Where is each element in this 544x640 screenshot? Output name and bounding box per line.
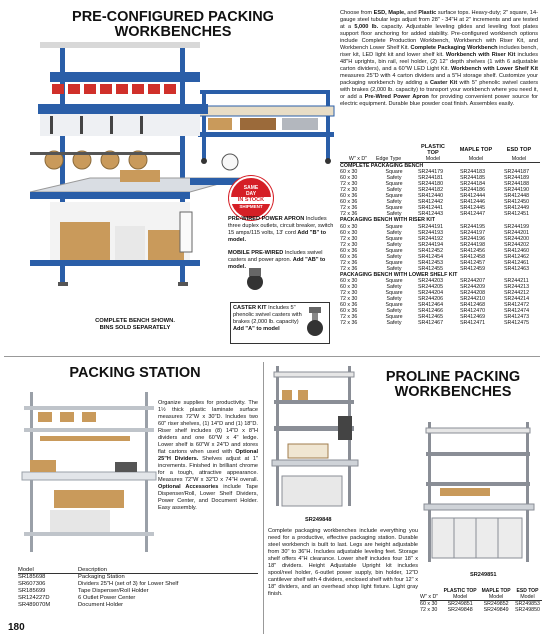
proline-col-dim: W" x D" (420, 594, 439, 600)
col-model-esd: Model (511, 156, 527, 162)
text-run: Add "AB" to model. (228, 257, 326, 270)
table-cell: SR412446 (460, 199, 486, 206)
table-cell: 60 x 36 (340, 247, 358, 254)
table-cell: PACKAGING BENCH WITH LOWER SHELF KIT (340, 271, 458, 278)
text-run: Includes 5" phenolic swivel casters with brakes (2,000 lb. capacity) (233, 305, 302, 325)
table-cell: SR412459 (460, 265, 486, 272)
table-cell: Safety (386, 175, 402, 182)
table-cell: SR244198 (460, 241, 486, 248)
table-cell: SR412471 (460, 320, 486, 327)
table-cell: SR412467 (418, 320, 444, 327)
table-cell: 72 x 30 (340, 296, 358, 303)
table-cell: Dividers 25"H (set of 3) for Lower Shelf (78, 581, 179, 588)
text-run: includes 48"H uprights, bin rail, reel holder, (2) 12" depth shelves (1 with 6 adjustable carton dividers), and a 60"W LED Light Kit. (340, 52, 538, 72)
table-cell: SR244197 (460, 229, 486, 236)
proline-label-b: SR249851 (470, 572, 497, 578)
badge-line-3: IN STOCK (231, 197, 271, 204)
table-cell: Square (385, 314, 403, 321)
table-cell: SR185698 (18, 574, 46, 581)
packing-station-image (20, 392, 158, 557)
table-cell: Safety (386, 187, 402, 194)
caster-icon (303, 307, 327, 337)
proline-plastic-header: PLASTIC TOP (443, 588, 477, 594)
page-title-preconfigured (8, 10, 338, 39)
table-cell: SR412448 (504, 193, 530, 200)
table-cell: 72 x 30 (340, 235, 358, 242)
table-cell: SR124227D (18, 595, 50, 602)
table-cell: 60 x 30 (420, 601, 438, 608)
table-cell: Square (385, 302, 403, 309)
table-cell: SR244201 (504, 229, 530, 236)
packing-station-table (18, 567, 258, 609)
table-cell: PACKAGING BENCH WITH RISER KIT (340, 217, 435, 224)
caption-line-2: BINS SOLD SEPARATELY (99, 325, 171, 331)
table-cell: Safety (386, 296, 402, 303)
caption-line-1: COMPLETE BENCH SHOWN. (95, 318, 175, 324)
same-day-shipment-badge (229, 176, 273, 220)
table-cell: SR244185 (460, 175, 486, 182)
badge-line-1: SAME (243, 185, 259, 191)
text-run: Includes three duplex outlets, circuit breaker, switch 15 amps/115 volts, 13' cord (228, 216, 334, 236)
table-cell: SR244190 (504, 187, 530, 194)
proline-col-model-esd: Model (520, 594, 535, 600)
proline-workbench-image-b (420, 422, 538, 572)
caster-kit-box (230, 302, 330, 344)
text-run: with 5" phenolic swivel casters with brakes (2,000 lb. capacity) to transport your workbench where you need it, or add a (340, 80, 538, 100)
table-cell: 72 x 36 (340, 259, 358, 266)
table-cell: Safety (386, 283, 402, 290)
proline-maple-header: MAPLE TOP (481, 588, 511, 594)
table-cell: Square (385, 247, 403, 254)
table-cell: Safety (386, 308, 402, 315)
table-row (420, 607, 542, 613)
table-cell: SR412461 (504, 259, 530, 266)
table-cell: 72 x 30 (340, 181, 358, 188)
table-cell: SR412453 (418, 259, 444, 266)
table-cell: Safety (386, 253, 402, 260)
table-cell: SR244213 (504, 283, 530, 290)
table-cell: 72 x 30 (340, 290, 358, 297)
table-cell: SR244204 (418, 290, 444, 297)
table-cell: SR244209 (460, 283, 486, 290)
table-cell: SR249850 (514, 607, 540, 614)
table-cell: SR412463 (504, 265, 530, 272)
station-col-model: Model (18, 567, 34, 573)
plastic-top-header (412, 144, 454, 156)
text-run: Complete Packaging Workbench (410, 45, 498, 51)
table-cell: 60 x 30 (340, 223, 358, 230)
table-cell: SR412462 (504, 253, 530, 260)
table-cell: Square (385, 290, 403, 297)
text-run: Optional 25"H Dividers. (158, 449, 258, 462)
table-cell: SR412441 (418, 205, 444, 212)
table-cell: SR244186 (460, 187, 486, 194)
table-cell: SR244196 (460, 235, 486, 242)
power-apron-text (228, 216, 336, 244)
table-row (340, 320, 540, 326)
table-cell: SR244208 (460, 290, 486, 297)
table-row (18, 602, 258, 609)
table-cell: SR412450 (504, 199, 530, 206)
table-cell: SR244212 (504, 290, 530, 297)
table-cell: SR244211 (504, 277, 529, 284)
table-cell: SR244202 (504, 241, 530, 248)
table-cell: 72 x 30 (340, 241, 358, 248)
table-cell: SR489070M (18, 602, 51, 609)
table-cell: SR244179 (418, 169, 444, 176)
table-cell: SR412458 (460, 253, 486, 260)
table-cell: SR412449 (504, 205, 530, 212)
plastic-head: PLASTIC (421, 144, 445, 150)
text-run: Caster Kit (430, 80, 458, 86)
table-cell: SR607306 (18, 581, 46, 588)
text-run: measures 25"D with 4 carton dividers and a 5"H storage shelf. Customize your packaging workbench by adding a (340, 73, 538, 86)
text-run: Add "B" to model. (228, 230, 326, 243)
proline-col-model-plastic: Model (452, 594, 468, 600)
text-run: Workbench with Lower Shelf Kit (450, 66, 538, 72)
maple-top-header: MAPLE TOP (459, 147, 493, 153)
packing-station-title: PACKING STATION (69, 365, 201, 381)
table-cell: SR185699 (18, 588, 46, 595)
text-run: for providing convenient power source for electric equipment. Durable blue powder coat finish. Assembles easily. (340, 94, 538, 107)
table-cell: SR412452 (418, 247, 444, 254)
table-cell: SR412443 (418, 211, 444, 218)
col-model-plastic: Model (425, 156, 441, 162)
table-cell: 60 x 36 (340, 253, 358, 260)
table-cell: 60 x 30 (340, 175, 358, 182)
text-run: ESD, Maple, (373, 10, 406, 16)
table-cell: SR412447 (460, 211, 486, 218)
table-cell: SR244188 (504, 181, 530, 188)
table-row (18, 595, 258, 602)
text-run: Add "A" to model (233, 326, 280, 332)
section-divider (4, 356, 540, 357)
table-row (18, 574, 258, 582)
text-run: Workbench with Riser Kit (445, 52, 516, 58)
table-cell: SR249849 (483, 607, 509, 614)
table-cell: 72 x 36 (340, 211, 358, 218)
col-dim: W" x D" (348, 156, 368, 162)
table-cell: SR249852 (483, 601, 509, 608)
table-cell: SR412454 (418, 253, 444, 260)
table-cell: 60 x 36 (340, 193, 358, 200)
table-cell: Square (385, 205, 403, 212)
table-cell: 60 x 30 (340, 283, 358, 290)
table-cell: SR412468 (460, 302, 486, 309)
table-cell: SR412445 (460, 205, 486, 212)
table-cell: SR412451 (504, 211, 530, 218)
table-cell: SR244205 (418, 283, 444, 290)
workbench-model-table (340, 144, 540, 326)
table-cell: 72 x 36 (340, 314, 358, 321)
table-cell: Safety (386, 265, 402, 272)
proline-esd-header: ESD TOP (516, 588, 539, 594)
table-cell: Square (385, 223, 403, 230)
text-run: MOBILE PRE-WIRED (228, 250, 284, 256)
table-cell: SR412460 (504, 247, 530, 254)
text-run: surface tops. Heavy-duty; 2" square, 14-gauge steel tubular legs adjust from 28" - 34"H at 2" increments and are tested at a (340, 10, 538, 30)
complete-bench-caption (70, 318, 200, 332)
table-cell: SR412469 (460, 314, 486, 321)
riser-kit-bench-image (198, 90, 334, 164)
text-run: Organize supplies for productivity. The 1½ thick plastic laminate surface measures 72"W x 30"D. Includes two 60" riser shelves, (1) 14"D and (1) 18"D. Riser shelf includes (8) 14"D x 8"H dividers and one 60"W x 4" ledge. Lower shelf is 60"W x 24"D and stores flat cartons when used with (158, 400, 258, 455)
text-run: CASTER KIT (233, 305, 267, 311)
table-cell: SR249848 (447, 607, 473, 614)
text-run: Optional Accessories (158, 484, 219, 490)
title-line-2: WORKBENCHES (114, 23, 232, 40)
text-run: Plastic (418, 10, 437, 16)
table-cell: 60 x 30 (340, 277, 358, 284)
table-cell: SR412456 (460, 247, 486, 254)
col-edge: Edge Type (376, 156, 402, 162)
table-cell: Safety (386, 241, 402, 248)
table-cell: SR412466 (418, 308, 444, 315)
intro-paragraph (340, 10, 538, 108)
proline-model-table (420, 588, 542, 613)
table-cell: SR412465 (418, 314, 444, 321)
table-cell: Square (385, 277, 403, 284)
title-line-1: PRE-CONFIGURED PACKING (72, 9, 274, 25)
table-cell: Square (385, 259, 403, 266)
table-cell: SR412474 (504, 308, 530, 315)
table-cell: Safety (386, 199, 402, 206)
table-cell: SR412475 (504, 320, 530, 327)
table-cell: 60 x 36 (340, 308, 358, 315)
table-cell: Square (385, 181, 403, 188)
table-row (18, 581, 258, 588)
table-cell: Safety (386, 229, 402, 236)
col-model-maple: Model (468, 156, 484, 162)
caster-kit-text (233, 305, 303, 333)
table-cell: SR412455 (418, 265, 444, 272)
text-run: capacity. Adjustable leveling glides and leveling foot plates support floor anchoring for added stability. Pre-configured workbench options include Complete Production Workbench, Workbench with Riser Kit, and Workbench Lower Shelf Kit. (340, 24, 539, 51)
table-cell: Tape Dispenser/Roll Holder (78, 588, 149, 595)
proline-title-line-2: WORKBENCHES (394, 383, 512, 400)
table-cell: SR244199 (504, 223, 530, 230)
table-cell: SR244214 (504, 296, 530, 303)
table-cell: SR412472 (504, 302, 530, 309)
table-cell: 72 x 30 (420, 607, 438, 614)
table-cell: SR412464 (418, 302, 444, 309)
table-cell: SR244210 (460, 296, 486, 303)
table-cell: 60 x 30 (340, 169, 358, 176)
text-run: include Tape Dispenser/Roll, Lower Shelf Dividers, Power Center, and Document Holder. Easy assembly. (158, 484, 258, 511)
table-cell: Safety (386, 320, 402, 327)
text-run: Complete packaging workbenches include everything you need for a productive, effective packaging station. Durable steel workbench is built to last. Legs are height adjustable from 30" to 36"H. Includes adjustable leveling feet. Storage shelf offers 4"H clearance. Lower shelf includes four 18" x 18" dividers. Height Adjustable Upright kit includes spool/reel holder, 6-outlet power supply, bin holder, 12"D cantilever shelf with 4 dividers, enclosed shelf with four 12" x 18" dividers, and an overhead shop light fixture. Light gray finish. (268, 528, 418, 597)
table-cell: SR244187 (504, 169, 530, 176)
proline-workbench-image-a (268, 366, 368, 521)
table-cell: SR244183 (460, 169, 486, 176)
table-cell: SR244181 (418, 175, 444, 182)
table-cell: SR249851 (447, 601, 473, 608)
table-cell: Square (385, 235, 403, 242)
table-cell: SR244193 (418, 229, 444, 236)
text-run: includes bench, riser kit, LED light kit and lower shelf kit. (340, 45, 538, 58)
proline-text (268, 528, 418, 598)
column-divider (263, 362, 264, 634)
proline-title (368, 370, 538, 399)
text-run: Choose from (340, 10, 374, 16)
table-cell: Square (385, 193, 403, 200)
table-cell: 60 x 36 (340, 302, 358, 309)
table-cell: 6 Outlet Power Center (78, 595, 136, 602)
table-cell: Document Holder (78, 602, 124, 609)
table-cell: SR244200 (504, 235, 530, 242)
table-cell: Safety (386, 211, 402, 218)
text-run: PRE-WIRED POWER APRON (228, 216, 305, 222)
text-run: Includes swivel casters and power apron. (228, 250, 323, 263)
table-row (18, 588, 258, 595)
table-cell: 72 x 36 (340, 205, 358, 212)
table-cell: COMPLETE PACKAGING BENCH (340, 163, 424, 170)
proline-label-a: SR249848 (305, 517, 332, 523)
table-cell: SR249853 (514, 601, 540, 608)
proline-col-model-maple: Model (488, 594, 504, 600)
table-cell: Packaging Station (78, 574, 125, 581)
packing-station-text (158, 400, 258, 512)
table-cell: 72 x 30 (340, 187, 358, 194)
plastic-head-top: TOP (427, 150, 439, 156)
table-cell: 72 x 36 (340, 265, 358, 272)
badge-line-4: SHIPMENT (239, 204, 263, 209)
table-cell: SR412470 (460, 308, 486, 315)
table-cell: SR244192 (418, 235, 444, 242)
table-cell: SR244206 (418, 296, 444, 303)
mobile-pre-wired-text (228, 250, 336, 271)
text-run: and (405, 10, 419, 16)
table-cell: SR412440 (418, 193, 444, 200)
text-run: Shelves adjust at 1" increments. Finished in brilliant chrome for a tough, attractive appearance. Measures 72"W x 32"D x 74"H overall. (158, 456, 258, 483)
table-cell: SR244191 (418, 223, 444, 230)
table-cell: 72 x 36 (340, 320, 358, 327)
table-cell: SR244207 (460, 277, 486, 284)
badge-line-2: DAY (245, 191, 257, 197)
text-run: 5,000 lb. (354, 24, 379, 30)
table-cell: Square (385, 169, 403, 176)
proline-title-line-1: PROLINE PACKING (385, 369, 521, 385)
page-number: 180 (8, 622, 25, 633)
table-cell: 60 x 30 (340, 229, 358, 236)
text-run: Pre-Wired Power Apron (364, 94, 429, 100)
table-cell: SR244194 (418, 241, 444, 248)
table-cell: SR244180 (418, 181, 444, 188)
table-cell: SR412473 (504, 314, 530, 321)
table-cell: SR244184 (460, 181, 486, 188)
table-cell: SR244182 (418, 187, 444, 194)
esd-top-header: ESD TOP (506, 147, 532, 153)
table-cell: SR412442 (418, 199, 444, 206)
table-cell: 60 x 36 (340, 199, 358, 206)
table-cell: SR244203 (418, 277, 444, 284)
station-col-desc: Description (78, 567, 107, 573)
table-cell: SR412444 (460, 193, 486, 200)
table-cell: SR244195 (460, 223, 486, 230)
table-cell: SR244189 (504, 175, 530, 182)
table-cell: SR412457 (460, 259, 486, 266)
